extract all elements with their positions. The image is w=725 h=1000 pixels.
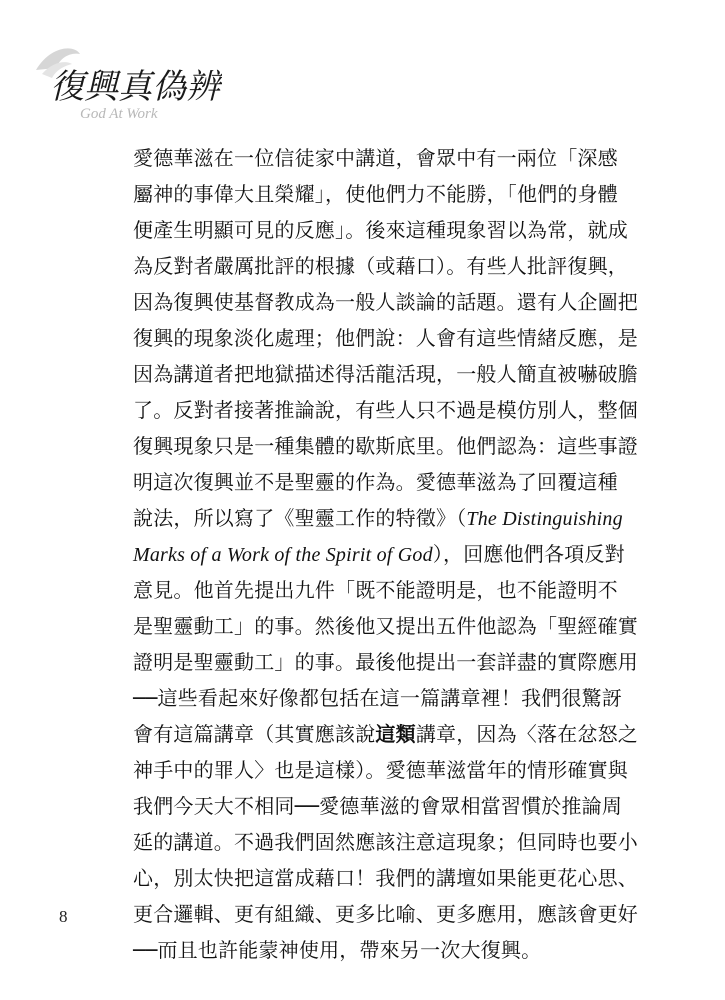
body-paragraph (133, 140, 639, 968)
text-line (133, 716, 639, 752)
text-line: 證明是聖靈動工」的事。最後他提出一套詳盡的實際應用 (133, 650, 638, 674)
text-line: 為反對者嚴厲批評的根據（或藉口）。有些人批評復興， (133, 254, 628, 278)
text-line: ──這些看起來好像都包括在這一篇講章裡！我們很驚訝 (133, 686, 623, 710)
text-line: 更合邏輯、更有組織、更多比喻、更多應用，應該會更好 (133, 902, 638, 926)
text-line: 因為復興使基督教成為一般人談論的話題。還有人企圖把 (133, 290, 638, 314)
text-line: 神手中的罪人〉也是這樣）。愛德華滋當年的情形確實與 (133, 758, 628, 782)
text-line: 便產生明顯可見的反應」。後來這種現象習以為常，就成 (133, 218, 628, 242)
text-line: 了。反對者接著推論說，有些人只不過是模仿別人，整個 (133, 398, 638, 422)
emphasis-text: 這類 (375, 722, 416, 746)
text-segment: 講章，因為〈落在忿怒之 (415, 722, 639, 746)
text-line: ──而且也許能蒙神使用，帶來另一次大復興。 (133, 938, 542, 962)
text-line: 愛德華滋在一位信徒家中講道，會眾中有一兩位「深感 (133, 146, 618, 170)
text-line (133, 536, 625, 572)
text-segment: 說法，所以寫了《聖靈工作的特徵》（ (133, 506, 467, 530)
text-line: 意見。他首先提出九件「既不能證明是，也不能證明不 (133, 578, 618, 602)
text-line: 延的講道。不過我們固然應該注意這現象；但同時也要小 (133, 830, 638, 854)
book-title-latin: Marks of a Work of the Spirit of God (133, 544, 433, 566)
text-line (133, 500, 623, 536)
text-segment: ），回應他們各項反對 (432, 542, 625, 566)
text-line: 明這次復興並不是聖靈的作為。愛德華滋為了回覆這種 (133, 470, 618, 494)
text-line: 因為講道者把地獄描述得活龍活現，一般人簡直被嚇破膽 (133, 362, 638, 386)
text-segment: 會有這篇講章（其實應該說 (133, 722, 376, 746)
header-logo (22, 40, 222, 130)
text-line: 復興現象只是一種集體的歇斯底里。他們認為：這些事證 (133, 434, 638, 458)
text-line: 屬神的事偉大且榮耀」，使他們力不能勝，「他們的身體 (133, 182, 618, 206)
text-line: 心，別太快把這當成藉口！我們的講壇如果能更花心思、 (133, 866, 638, 890)
book-title-latin: The Distinguishing (466, 508, 623, 530)
logo-graphic (22, 40, 222, 130)
logo-subtitle: God At Work (80, 106, 158, 122)
text-line: 是聖靈動工」的事。然後他又提出五件他認為「聖經確實 (133, 614, 638, 638)
page-number: 8 (59, 907, 68, 926)
text-line: 我們今天大不相同──愛德華滋的會眾相當習慣於推論周 (133, 794, 623, 818)
text-line: 復興的現象淡化處理；他們說：人會有這些情緒反應，是 (133, 326, 638, 350)
logo-title: 復興真偽辨 (50, 67, 220, 107)
